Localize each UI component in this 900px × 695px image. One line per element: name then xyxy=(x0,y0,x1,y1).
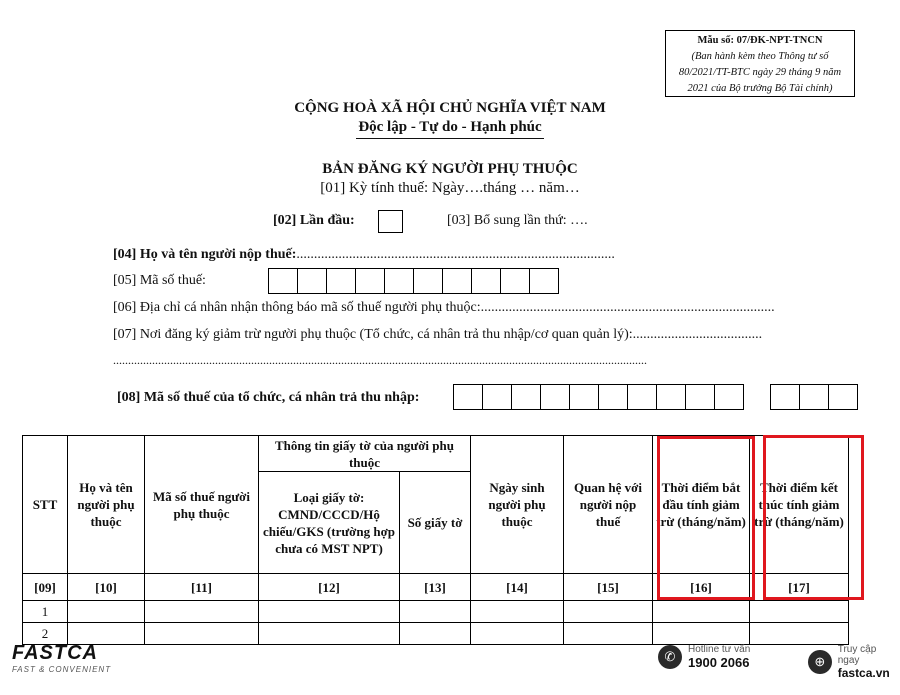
field-07: [07] Nơi đăng ký giảm trừ người phụ thuộc (Tổ chức, cá nhân trả thu nhập/cơ quan quản lý):..................................... xyxy=(113,327,763,342)
website-link[interactable] xyxy=(808,644,900,680)
tax-code-cell[interactable] xyxy=(471,268,501,294)
field-02-text: [02] Lần đầu: xyxy=(273,213,355,228)
code-cell: [14] xyxy=(471,574,564,601)
payer-tax-code-cell[interactable] xyxy=(627,384,657,410)
table-cell[interactable] xyxy=(259,623,400,645)
field-08 xyxy=(117,390,419,406)
table-cell[interactable] xyxy=(400,601,471,623)
tax-code-cell[interactable] xyxy=(500,268,530,294)
field-05-label: [05] Mã số thuế: xyxy=(113,273,206,288)
field-04 xyxy=(113,247,615,263)
table-row xyxy=(23,601,849,623)
payer-tax-code-cells[interactable] xyxy=(454,384,744,410)
code-cell: [10] xyxy=(68,574,145,601)
form-note-1: (Ban hành kèm theo Thông tư số xyxy=(691,51,829,62)
payer-tax-code-cell[interactable] xyxy=(482,384,512,410)
table-cell[interactable] xyxy=(145,601,259,623)
code-cell: [13] xyxy=(400,574,471,601)
payer-branch-cell[interactable] xyxy=(770,384,800,410)
tax-code-cell[interactable] xyxy=(297,268,327,294)
form-note-2: 80/2021/TT-BTC ngày 29 tháng 9 năm xyxy=(678,67,842,78)
tax-code-cell[interactable] xyxy=(413,268,443,294)
tax-code-cell[interactable] xyxy=(355,268,385,294)
field-07-dots: .................................................................................................................................................................................. xyxy=(113,353,647,367)
table-cell[interactable] xyxy=(750,601,849,623)
phone-icon: ✆ xyxy=(658,645,682,669)
code-cell: [11] xyxy=(145,574,259,601)
form-code: Mẫu số: 07/ĐK-NPT-TNCN xyxy=(697,35,823,46)
first-time-checkbox[interactable] xyxy=(378,210,403,233)
table-cell[interactable] xyxy=(750,623,849,645)
brand-name: FASTCA xyxy=(12,642,98,664)
hotline-label: Hotline tư vấn xyxy=(688,644,751,655)
tax-code-cell[interactable] xyxy=(442,268,472,294)
form-title: BẢN ĐĂNG KÝ NGƯỜI PHỤ THUỘC xyxy=(322,161,578,177)
brand-tagline: FAST & CONVENIENT xyxy=(12,665,112,674)
nation-title: CỘNG HOÀ XÃ HỘI CHỦ NGHĨA VIỆT NAM xyxy=(294,100,606,116)
field-06: [06] Địa chỉ cá nhân nhận thông báo mã số thuế người phụ thuộc:.................................................................................... xyxy=(113,300,775,315)
field-04-label: [04] Họ và tên người nộp thuế: xyxy=(113,247,297,262)
payer-tax-code-cell[interactable] xyxy=(656,384,686,410)
table-cell[interactable] xyxy=(68,601,145,623)
col-16: Thời điểm bắt đầu tính giảm trừ (tháng/năm) xyxy=(653,436,750,574)
row-number: 2 xyxy=(23,623,68,645)
tax-period: [01] Kỳ tính thuế: Ngày….tháng … năm… xyxy=(320,180,580,196)
col-12: Loại giấy tờ: CMND/CCCD/Hộ chiếu/GKS (trường hợp chưa có MST NPT) xyxy=(259,472,400,574)
payer-branch-cell[interactable] xyxy=(828,384,858,410)
payer-branch-cells[interactable] xyxy=(771,384,858,410)
table-cell[interactable] xyxy=(653,601,750,623)
payer-tax-code-cell[interactable] xyxy=(598,384,628,410)
table-cell[interactable] xyxy=(564,601,653,623)
highlight-col-17 xyxy=(763,435,864,600)
col-group: Thông tin giấy tờ của người phụ thuộc xyxy=(259,436,471,472)
payer-tax-code-cell[interactable] xyxy=(714,384,744,410)
col-17: Thời điểm kết thúc tính giảm trừ (tháng/năm) xyxy=(750,436,849,574)
form-note-3: 2021 của Bộ trưởng Bộ Tài chính) xyxy=(687,83,833,94)
payer-tax-code-cell[interactable] xyxy=(511,384,541,410)
globe-icon: ⊕ xyxy=(808,650,832,674)
form-code-box xyxy=(665,30,855,97)
table-cell[interactable] xyxy=(145,623,259,645)
code-cell: [17] xyxy=(750,574,849,601)
field-02-label xyxy=(273,213,355,229)
table-cell[interactable] xyxy=(471,623,564,645)
motto-wrap xyxy=(0,119,900,139)
col-15: Quan hệ với người nộp thuế xyxy=(564,436,653,574)
table-row xyxy=(23,623,849,645)
field-03-label: [03] Bổ sung lần thứ: …. xyxy=(447,213,588,228)
col-11: Mã số thuế người phụ thuộc xyxy=(145,436,259,574)
hotline[interactable] xyxy=(658,644,750,670)
table-cell[interactable] xyxy=(400,623,471,645)
col-14: Ngày sinh người phụ thuộc xyxy=(471,436,564,574)
fastca-logo xyxy=(12,642,111,674)
web-url: fastca.vn xyxy=(837,666,890,680)
payer-tax-code-cell[interactable] xyxy=(540,384,570,410)
table-cell[interactable] xyxy=(259,601,400,623)
payer-tax-code-cell[interactable] xyxy=(569,384,599,410)
motto: Độc lập - Tự do - Hạnh phúc xyxy=(356,119,543,139)
payer-tax-code-cell[interactable] xyxy=(453,384,483,410)
table-cell[interactable] xyxy=(653,623,750,645)
col-stt: STT xyxy=(23,436,68,574)
tax-code-cells[interactable] xyxy=(269,268,559,294)
payer-tax-code-cell[interactable] xyxy=(685,384,715,410)
code-cell: [12] xyxy=(259,574,400,601)
field-08-label: [08] Mã số thuế của tổ chức, cá nhân trả thu nhập: xyxy=(117,390,420,405)
code-cell: [16] xyxy=(653,574,750,601)
col-10: Họ và tên người phụ thuộc xyxy=(68,436,145,574)
tax-code-cell[interactable] xyxy=(326,268,356,294)
payer-branch-cell[interactable] xyxy=(799,384,829,410)
col-13: Số giấy tờ xyxy=(400,472,471,574)
code-cell: [15] xyxy=(564,574,653,601)
tax-code-cell[interactable] xyxy=(384,268,414,294)
highlight-col-16 xyxy=(657,436,755,600)
hotline-number: 1900 2066 xyxy=(688,655,750,670)
table-cell[interactable] xyxy=(471,601,564,623)
tax-code-cell[interactable] xyxy=(268,268,298,294)
code-cell: [09] xyxy=(23,574,68,601)
tax-code-cell[interactable] xyxy=(529,268,559,294)
table-cell[interactable] xyxy=(564,623,653,645)
web-label: Truy cập ngay xyxy=(837,644,877,666)
field-04-dots: ........................................................................................... xyxy=(296,247,615,262)
row-number: 1 xyxy=(23,601,68,623)
